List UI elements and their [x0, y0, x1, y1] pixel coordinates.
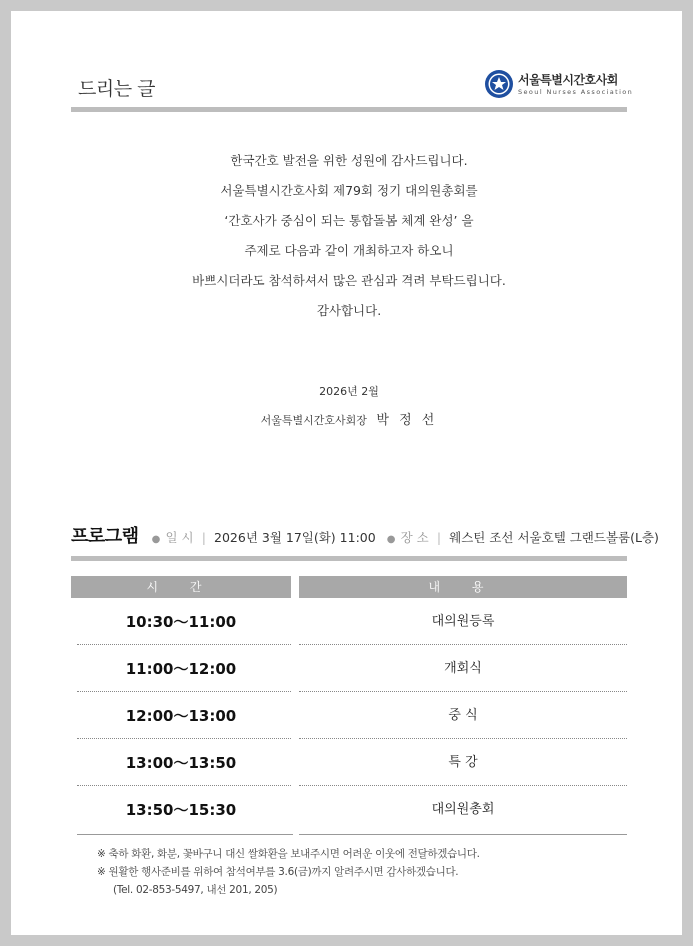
program-info [71, 522, 671, 548]
row-content: 대의원총회 [431, 802, 495, 817]
logo-name-korean: 서울특별시간호사회 [518, 73, 618, 87]
letter-line: 한국간호 발전을 위한 성원에 감사드립니다. [230, 153, 468, 168]
row-time: 13:00～13:50 [125, 754, 237, 772]
column-header-time: 시 간 [71, 576, 291, 598]
signature [71, 409, 627, 428]
row-content: 특 강 [448, 755, 478, 770]
date-label: 일 시 [165, 530, 194, 545]
greeting-letter [71, 149, 627, 329]
association-logo [484, 69, 644, 105]
bullet-icon: ● [386, 534, 396, 545]
header-divider [71, 107, 627, 112]
table-row [71, 599, 627, 645]
row-time: 11:00～12:00 [125, 660, 237, 678]
table-row [71, 740, 627, 786]
row-time: 13:50～15:30 [125, 801, 237, 819]
note-gift: ※ 축하 화환, 화분, 꽃바구니 대신 쌀화환을 보내주시면 어려운 이웃에 전달하겠습니다. [97, 848, 480, 860]
notes [97, 845, 480, 899]
page-title: 드리는 글 [78, 78, 155, 100]
signer-name: 박 정 선 [376, 413, 438, 428]
letter-line: 주제로 다음과 같이 개최하고자 하오니 [244, 243, 454, 258]
row-content: 개회식 [444, 661, 482, 676]
column-header-content: 내 용 [299, 576, 627, 598]
table-bottom-line [299, 834, 627, 835]
row-time: 12:00～13:00 [125, 707, 237, 725]
letter-line: 감사합니다. [316, 303, 382, 318]
letter-line: 바쁘시더라도 참석하셔서 많은 관심과 격려 부탁드립니다. [192, 273, 506, 288]
row-divider [77, 738, 291, 739]
row-divider [77, 644, 291, 645]
table-row [71, 646, 627, 692]
row-divider [77, 785, 291, 786]
place-label: 장 소 [400, 530, 429, 545]
program-divider [71, 556, 627, 561]
letter-date: 2026년 2월 [319, 385, 379, 398]
logo-name-english: Seoul Nurses Association [518, 88, 634, 96]
date-value: 2026년 3월 17일(화) 11:00 [214, 530, 376, 545]
letter-line: ‘간호사가 중심이 되는 통합돌봄 체계 완성’ 을 [224, 213, 474, 228]
seal-emblem-icon [484, 69, 514, 99]
note-rsvp: ※ 원활한 행사준비를 위하여 참석여부를 3.6(금)까지 알려주시면 감사하겠습니다. [97, 866, 459, 878]
bullet-icon: ● [151, 534, 161, 545]
row-divider [299, 785, 627, 786]
invitation-page [11, 11, 682, 935]
row-content: 대의원등록 [431, 614, 495, 629]
place-value: 웨스틴 조선 서울호텔 그랜드볼룸(L층) [449, 530, 659, 545]
row-divider [299, 691, 627, 692]
table-row [71, 693, 627, 739]
table-bottom-line [77, 834, 293, 835]
note-contact: (Tel. 02-853-5497, 내선 201, 205) [113, 884, 278, 896]
row-divider [77, 691, 291, 692]
row-content: 중 식 [448, 708, 478, 723]
program-title: 프로그램 [71, 526, 139, 547]
separator: | [201, 530, 206, 545]
table-row [71, 787, 627, 833]
row-time: 10:30～11:00 [125, 613, 237, 631]
letter-line: 서울특별시간호사회 제79회 정기 대의원총회를 [220, 183, 478, 198]
signer-title: 서울특별시간호사회장 [260, 414, 367, 427]
separator: | [436, 530, 442, 545]
row-divider [299, 644, 627, 645]
row-divider [299, 738, 627, 739]
